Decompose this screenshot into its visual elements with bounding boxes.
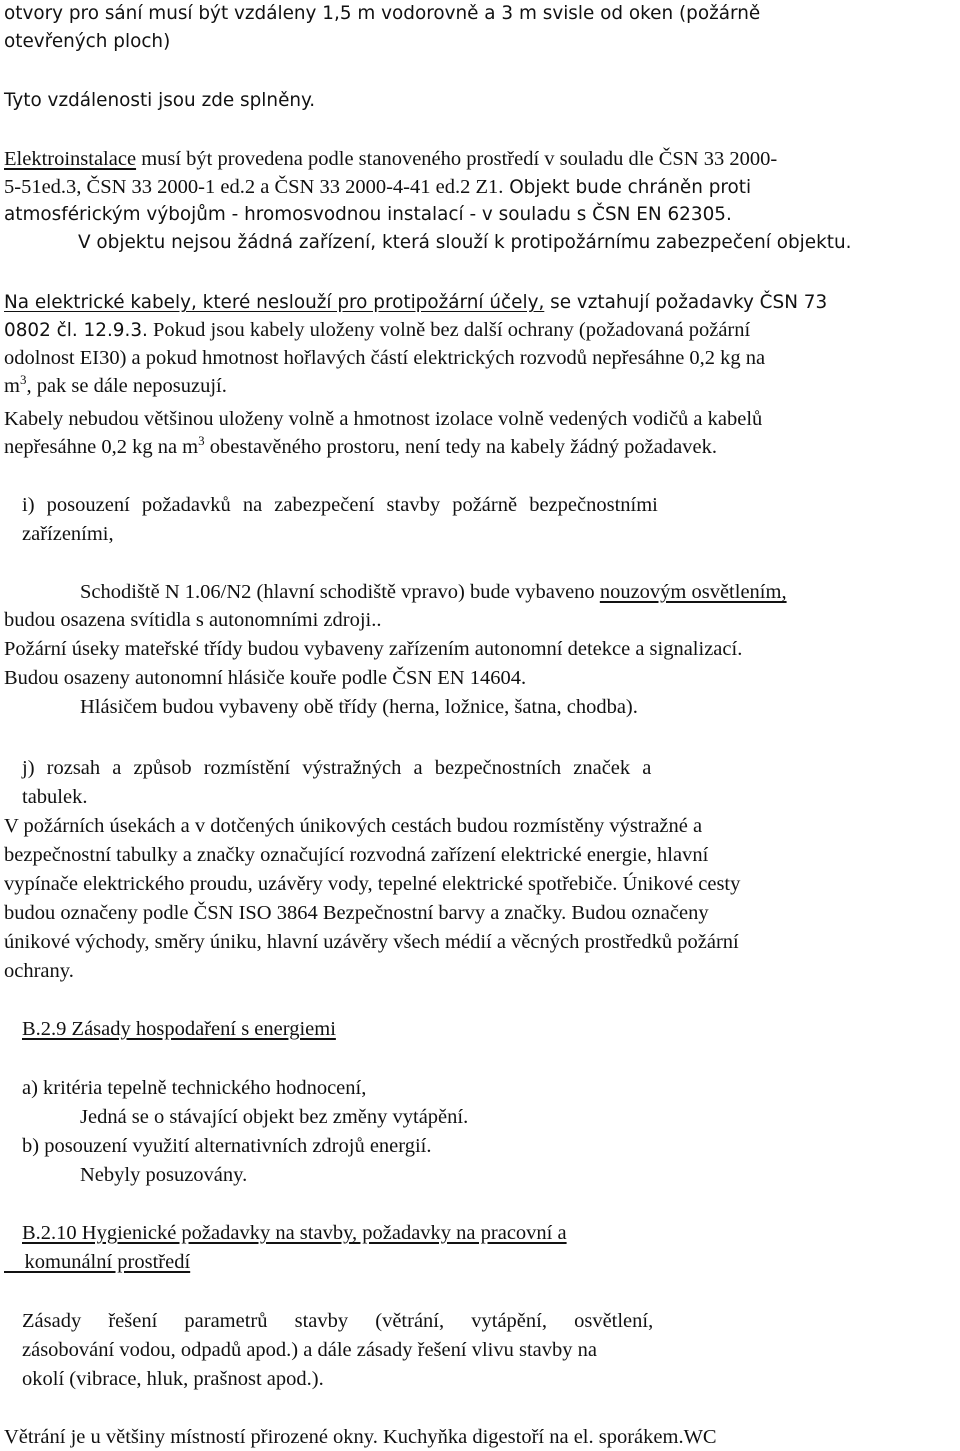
- text-span: obestavěného prostoru, není tedy na kabely žádný požadavek.: [204, 436, 717, 458]
- underlined-phrase: nouzovým osvětlením,: [599, 581, 787, 603]
- section-heading: zařízeními,: [22, 523, 114, 545]
- text-line: [4, 145, 777, 173]
- text-line: budou označeny podle ČSN ISO 3864 Bezpečnostní barvy a značky. Budou označeny: [4, 902, 709, 924]
- text-span: 0802 čl. 12.9.3.: [4, 320, 148, 341]
- text-line: [4, 433, 717, 461]
- underlined-phrase: Na elektrické kabely, které neslouží pro protipožární účely,: [4, 292, 545, 313]
- text-line: Budou osazeny autonomní hlásiče kouře podle ČSN EN 14604.: [4, 667, 527, 689]
- text-line: Jedná se o stávající objekt bez změny vytápění.: [80, 1106, 469, 1128]
- text-line: odolnost EI30) a pokud hmotnost hořlavých částí elektrických rozvodů nepřesáhne 0,2 kg na: [4, 347, 766, 369]
- section-heading: B.2.9 Zásady hospodaření s energiemi: [22, 1018, 336, 1040]
- text-line: budou osazena svítidla s autonomními zdroji..: [4, 609, 382, 631]
- text-line: únikové východy, směry úniku, hlavní uzávěry všech médií a věcných prostředků požární: [4, 931, 739, 953]
- text-span: se vztahují požadavky ČSN 73: [544, 292, 828, 313]
- text-line: Kabely nebudou většinou uloženy volně a hmotnost izolace volně vedených vodičů a kabelů: [4, 408, 763, 430]
- text-line: ochrany.: [4, 960, 74, 982]
- text-span: nepřesáhne 0,2 kg na m: [4, 436, 199, 458]
- text-line: [80, 578, 787, 606]
- text-line: V požárních úsekách a v dotčených únikových cestách budou rozmístěny výstražné a: [4, 815, 703, 837]
- text-line: [4, 288, 827, 317]
- superscript: 3: [198, 433, 205, 448]
- text-line: [4, 372, 227, 400]
- text-line: Větrání je u většiny místností přirozené okny. Kuchyňka digestoří na el. sporákem.WC: [4, 1426, 717, 1448]
- text-span: 5-51ed.3, ČSN 33 2000-1 ed.2 a ČSN 33 2000-4-41 ed.2 Z1.: [4, 176, 504, 198]
- text-line: bezpečnostní tabulky a značky označující rozvodná zařízení elektrické energie, hlavní: [4, 844, 709, 866]
- text-span: m: [4, 375, 20, 397]
- text-line: Hlásičem budou vybaveny obě třídy (herna, ložnice, šatna, chodba).: [80, 696, 638, 718]
- text-line: vypínače elektrického proudu, uzávěry vody, tepelné elektrické spotřebiče. Únikové cesty: [4, 873, 741, 895]
- text-span: Pokud jsou kabely uloženy volně bez další ochrany (požadovaná požární: [147, 319, 751, 341]
- text-line: Nebyly posuzovány.: [80, 1164, 248, 1186]
- text-line: [4, 173, 751, 202]
- text-line: Tyto vzdálenosti jsou zde splněny.: [4, 90, 316, 111]
- text-line: Zásady řešení parametrů stavby (větrání, vytápění, osvětlení,: [22, 1310, 654, 1332]
- section-heading: j) rozsah a způsob rozmístění výstražných a bezpečnostních značek a: [22, 757, 652, 779]
- text-line: V objektu nejsou žádná zařízení, která slouží k protipožárnímu zabezpečení objektu.: [78, 232, 852, 253]
- text-line: atmosférickým výbojům - hromosvodnou instalací - v souladu s ČSN EN 62305.: [4, 204, 732, 225]
- text-line: Požární úseky mateřské třídy budou vybaveny zařízením autonomní detekce a signalizací.: [4, 638, 743, 660]
- superscript: 3: [19, 372, 27, 387]
- text-span: komunální prostředí: [24, 1251, 191, 1273]
- text-span: , pak se dále neposuzují.: [26, 375, 227, 397]
- list-item: b) posouzení využití alternativních zdrojů energií.: [22, 1135, 432, 1157]
- text-span: Objekt bude chráněn proti: [503, 177, 752, 198]
- text-line: zásobování vodou, odpadů apod.) a dále zásady řešení vlivu stavby na: [22, 1339, 597, 1361]
- section-heading: B.2.10 Hygienické požadavky na stavby, požadavky na pracovní a: [22, 1222, 567, 1244]
- list-item: a) kritéria tepelně technického hodnocení,: [22, 1077, 367, 1099]
- text-span: musí být provedena podle stanoveného prostředí v souladu dle ČSN 33 2000-: [136, 148, 778, 170]
- section-heading: i) posouzení požadavků na zabezpečení stavby požárně bezpečnostními: [22, 494, 658, 516]
- underlined-term: Elektroinstalace: [4, 148, 137, 170]
- text-span: [4, 1251, 25, 1273]
- text-line: [4, 316, 750, 345]
- text-span: Schodiště N 1.06/N2 (hlavní schodiště vpravo) bude vybaveno: [80, 581, 600, 603]
- text-line: otvory pro sání musí být vzdáleny 1,5 m vodorovně a 3 m svisle od oken (požárně: [4, 3, 761, 24]
- section-heading: tabulek.: [22, 786, 88, 808]
- text-line: okolí (vibrace, hluk, prašnost apod.).: [22, 1368, 324, 1390]
- text-line: otevřených ploch): [4, 31, 171, 52]
- section-heading: [4, 1248, 190, 1276]
